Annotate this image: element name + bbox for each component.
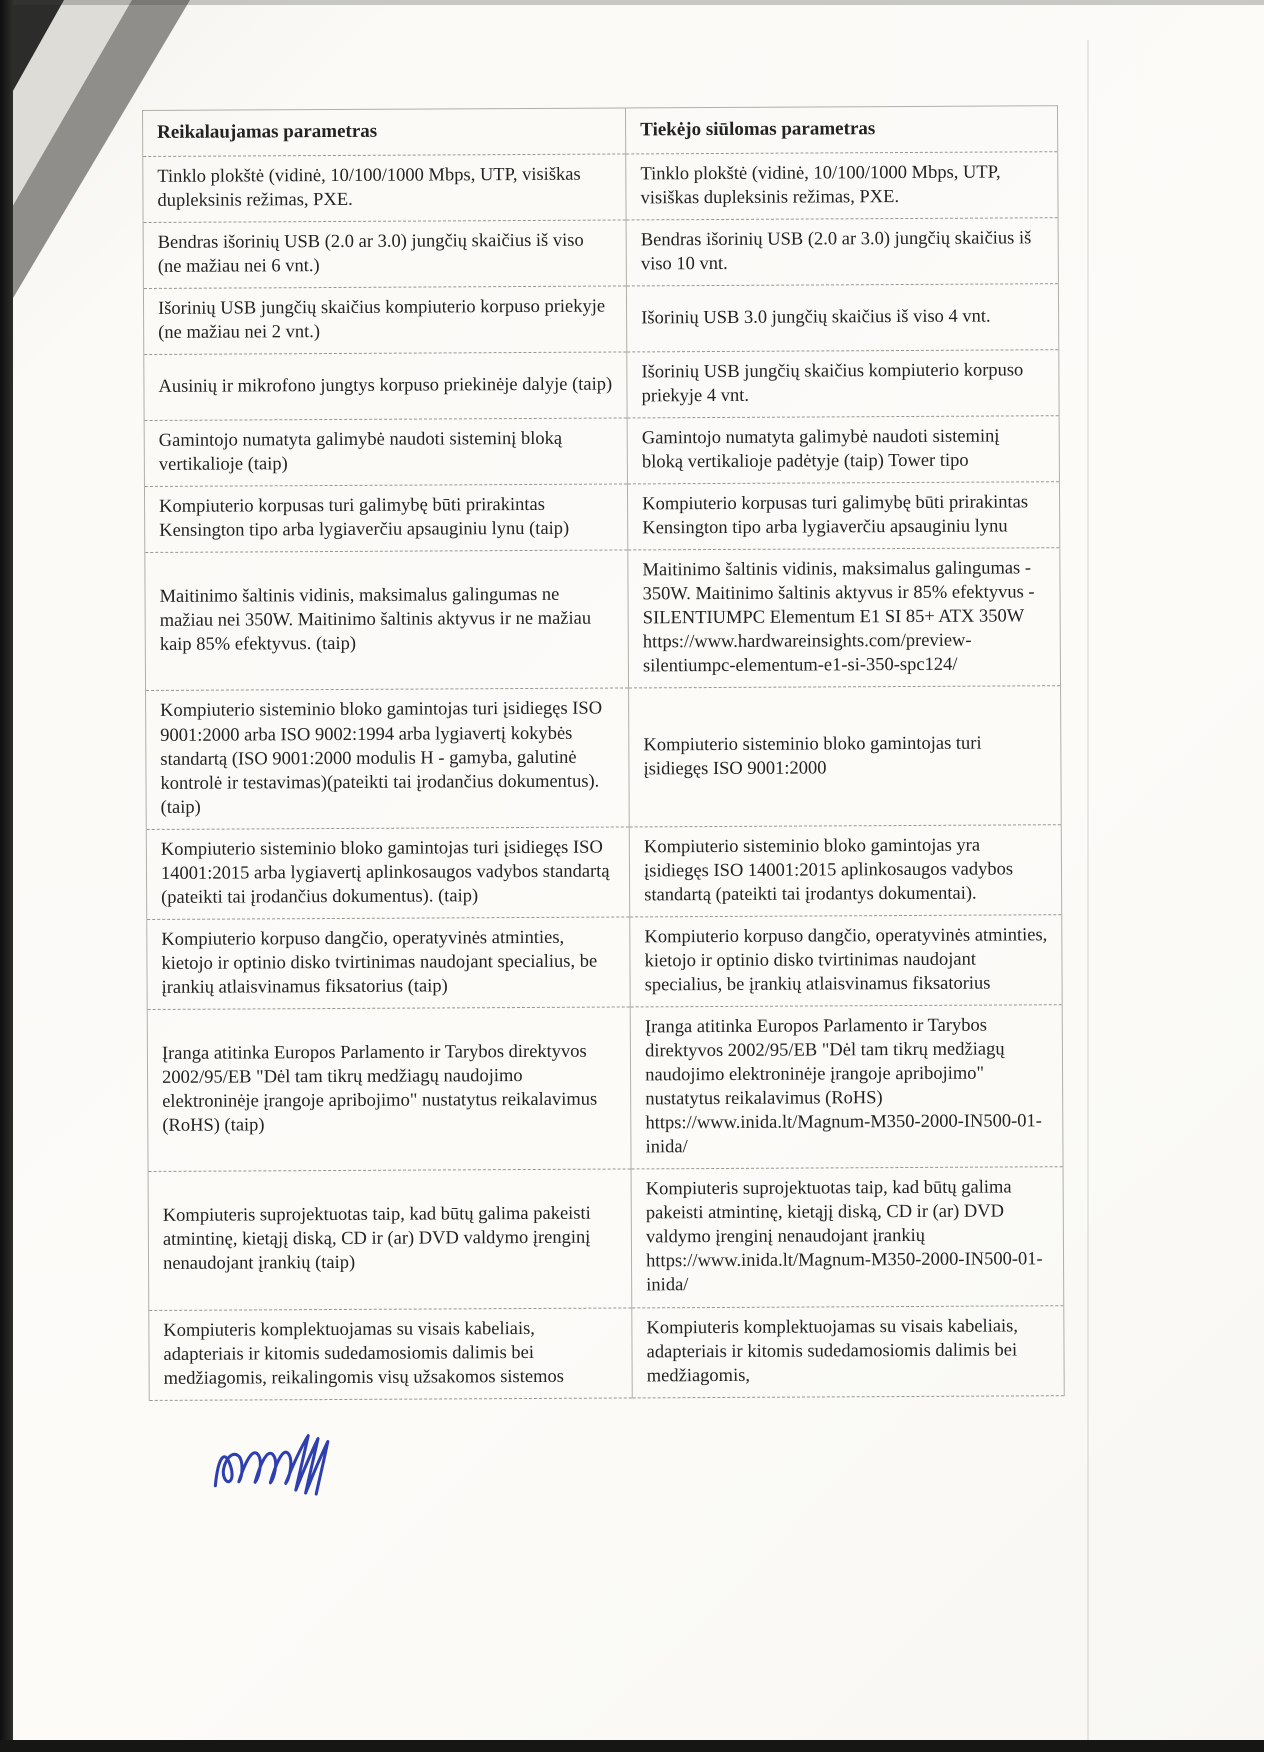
- required-parameter-cell: Maitinimo šaltinis vidinis, maksimalus galingumas ne mažiau nei 350W. Maitinimo šaltinis aktyvus ir ne mažiau kaip 85% efektyvus. (taip): [145, 550, 629, 691]
- table-row: [144, 482, 1059, 553]
- table-row: [143, 284, 1058, 355]
- required-parameter-cell: Ausinių ir mikrofono jungtys korpuso priekinėje dalyje (taip): [144, 352, 627, 421]
- column-header-required: Reikalaujamas parametras: [143, 108, 626, 156]
- table-row: [147, 1005, 1063, 1172]
- scan-edge-top: [0, 0, 1264, 5]
- offered-parameter-cell: Tinklo plokštė (vidinė, 10/100/1000 Mbps, UTP, visiškas dupleksinis režimas, PXE.: [626, 151, 1058, 219]
- offered-parameter-cell: Kompiuterio sisteminio bloko gamintojas yra įsidiegęs ISO 14001:2015 aplinkosaugos vadybos standartą (pateikti tai įrodantys dokumentai).: [629, 824, 1061, 916]
- parameters-table: [142, 105, 1065, 1400]
- column-header-offered: Tiekėjo siūlomas parametras: [626, 106, 1058, 154]
- table-header-row: [143, 106, 1058, 156]
- table-row: [144, 350, 1059, 421]
- table-row: [143, 217, 1058, 288]
- offered-parameter-cell: Kompiuteris komplektuojamas su visais kabeliais, adapteriais ir kitomis sudedamosiomis dalimis bei medžiagomis,: [632, 1305, 1064, 1397]
- table-row: [145, 548, 1061, 691]
- required-parameter-cell: Įranga atitinka Europos Parlamento ir Tarybos direktyvos 2002/95/EB "Dėl tam tikrų medžiagų naudojimo elektroninėje įrangoje apribojimo" nustatytus reikalavimus (RoHS) (taip): [147, 1007, 631, 1172]
- signature-path: [212, 1434, 333, 1503]
- offered-parameter-cell: Kompiuterio korpusas turi galimybę būti prirakintas Kensington tipo arba lygiaverčiu apsauginiu lynu: [628, 482, 1060, 550]
- required-parameter-cell: Kompiuterio korpuso dangčio, operatyvinės atminties, kietojo ir optinio disko tvirtinimas naudojant specialius, be įrankių atlaisvinamus fiksatorius (taip): [147, 917, 631, 1010]
- required-parameter-cell: Tinklo plokštė (vidinė, 10/100/1000 Mbps, UTP, visiškas dupleksinis režimas, PXE.: [143, 154, 626, 223]
- required-parameter-cell: Kompiuterio sisteminio bloko gamintojas turi įsidiegęs ISO 9001:2000 arba ISO 9002:1994 arba lygiavertį kokybės standartą (ISO 9001:2000 modulis H - gamyba, galutinė kontrolė ir testavimas)(pateikti tai įrodančius dokumentus). (taip): [146, 688, 630, 829]
- required-parameter-cell: Bendras išorinių USB (2.0 ar 3.0) jungčių skaičius iš viso (ne mažiau nei 6 vnt.): [143, 220, 626, 289]
- table-row: [146, 824, 1061, 919]
- table-row: [144, 416, 1059, 487]
- required-parameter-cell: Kompiuteris suprojektuotas taip, kad būtų galima pakeisti atmintinę, kietąjį diską, CD ir (ar) DVD valdymo įrenginį nenaudojant įrankių (taip): [148, 1169, 632, 1310]
- table-row: [143, 151, 1058, 222]
- required-parameter-cell: Kompiuterio korpusas turi galimybę būti prirakintas Kensington tipo arba lygiaverčiu apsauginiu lynu (taip): [144, 484, 627, 553]
- required-parameter-cell: Kompiuterio sisteminio bloko gamintojas turi įsidiegęs ISO 14001:2015 arba lygiavertį aplinkosaugos vadybos standartą (pateikti tai įrodančius dokumentus). (taip): [146, 827, 630, 920]
- signature-ink: [202, 1409, 399, 1515]
- required-parameter-cell: Išorinių USB jungčių skaičius kompiuterio korpuso priekyje (ne mažiau nei 2 vnt.): [143, 286, 626, 355]
- offered-parameter-cell: Išorinių USB 3.0 jungčių skaičius iš viso 4 vnt.: [627, 284, 1059, 352]
- scan-edge-left: [0, 0, 13, 1752]
- offered-parameter-cell: Gamintojo numatyta galimybė naudoti sisteminį bloką vertikalioje padėtyje (taip) Tower tipo: [627, 416, 1059, 484]
- offered-parameter-cell: Įranga atitinka Europos Parlamento ir Tarybos direktyvos 2002/95/EB "Dėl tam tikrų medžiagų naudojimo elektroninėje įrangoje apribojimo" nustatytus reikalavimus (RoHS) https://www.inida.lt/Magnum-M350-2000-IN500-01-inida/: [630, 1005, 1063, 1170]
- offered-parameter-cell: Kompiuterio sisteminio bloko gamintojas turi įsidiegęs ISO 9001:2000: [629, 686, 1062, 826]
- required-parameter-cell: Kompiuteris komplektuojamas su visais kabeliais, adapteriais ir kitomis sudedamosiomis dalimis bei medžiagomis, reikalingomis visų užsakomos sistemos: [149, 1307, 633, 1400]
- required-parameter-cell: Gamintojo numatyta galimybė naudoti sisteminį bloką vertikalioje (taip): [144, 418, 627, 487]
- table-row: [148, 1167, 1064, 1310]
- offered-parameter-cell: Bendras išorinių USB (2.0 ar 3.0) jungčių skaičius iš viso 10 vnt.: [626, 217, 1058, 285]
- scan-edge-bottom: [0, 1740, 1264, 1752]
- offered-parameter-cell: Maitinimo šaltinis vidinis, maksimalus galingumas - 350W. Maitinimo šaltinis aktyvus ir 85% efektyvus - SILENTIUMPC Elementum E1 SI 85+ ATX 350W https://www.hardwareinsights.com/preview-silentiumpc-elementum-e1-si-350-spc124/: [628, 548, 1061, 688]
- offered-parameter-cell: Išorinių USB jungčių skaičius kompiuterio korpuso priekyje 4 vnt.: [627, 350, 1059, 418]
- offered-parameter-cell: Kompiuteris suprojektuotas taip, kad būtų galima pakeisti atmintinę, kietąjį diską, CD ir (ar) DVD valdymo įrenginį nenaudojant įrankių https://www.inida.lt/Magnum-M350-2000-IN500-01-inida/: [631, 1167, 1064, 1307]
- table-row: [146, 686, 1062, 829]
- signature: [202, 1409, 399, 1515]
- table-row: [147, 915, 1062, 1010]
- table-row: [149, 1305, 1064, 1400]
- offered-parameter-cell: Kompiuterio korpuso dangčio, operatyvinės atminties, kietojo ir optinio disko tvirtinimas naudojant specialius, be įrankių atlaisvinamus fiksatorius: [630, 915, 1062, 1007]
